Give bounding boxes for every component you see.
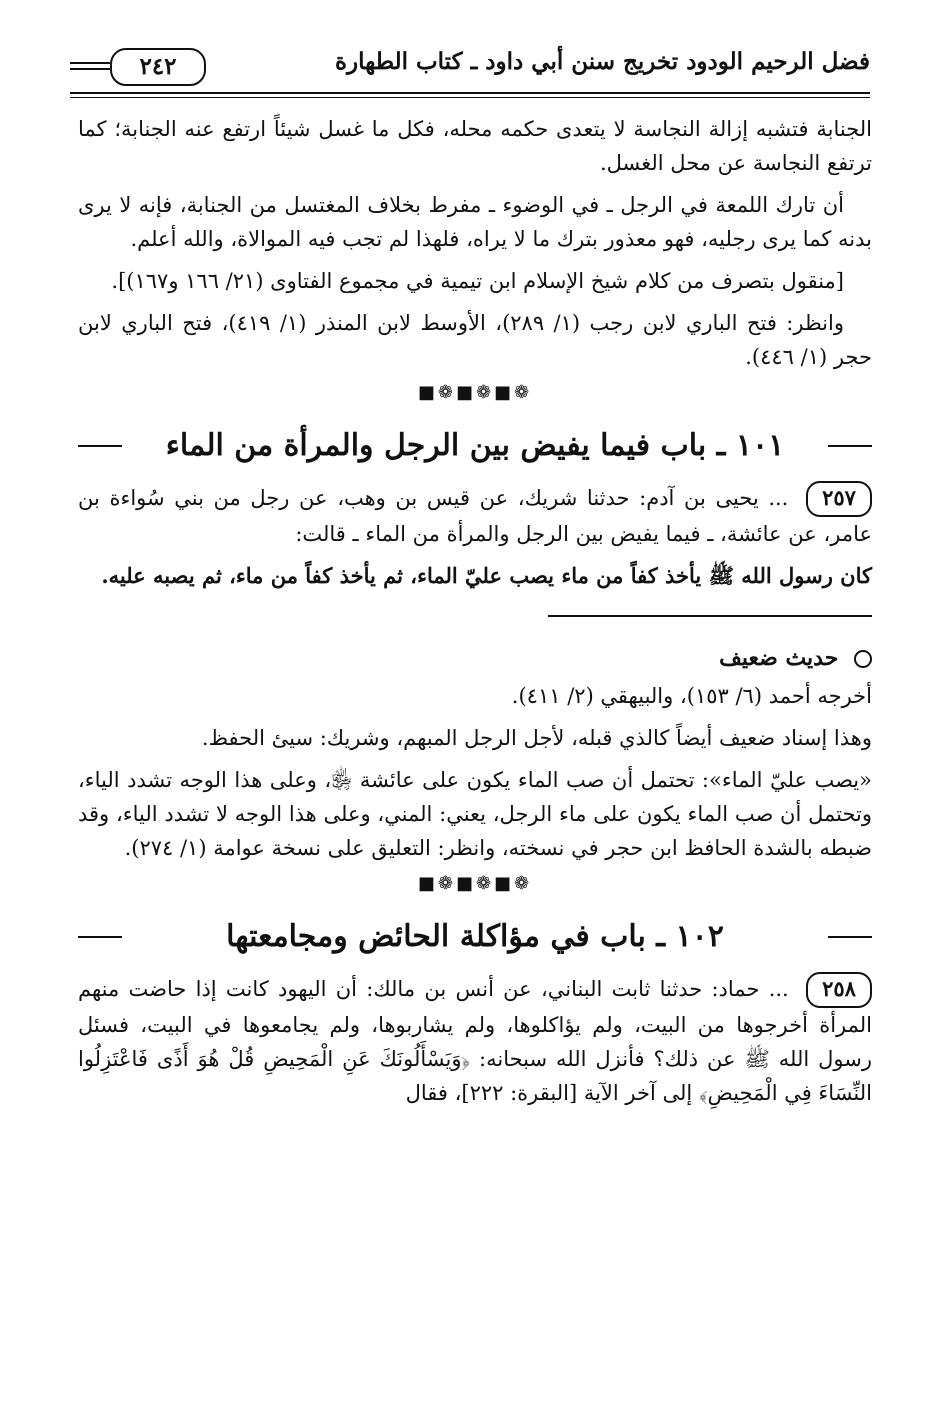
- hadith-grade: [78, 645, 872, 671]
- section-title: [78, 421, 872, 471]
- hadith-paragraph: [78, 972, 872, 1110]
- hadith-quote: كان رسول الله ﷺ يأخذ كفاً من ماء يصب عليّ الماء، ثم يأخذ كفاً من ماء، ثم يصبه عليه.: [101, 563, 872, 588]
- title-ornament-left: [78, 445, 122, 447]
- hadith-text: ... يحيى بن آدم: حدثنا شريك، عن قيس بن وهب، عن رجل من بني سُواءة بن عامر، عن عائشة، ـ فيما يفيض بين الرجل والمرأة من الماء ـ قالت:: [78, 486, 872, 546]
- title-ornament-left: [78, 936, 122, 938]
- page-number: ٢٤٢: [110, 48, 206, 86]
- title-ornament-right: [828, 936, 872, 938]
- hadith-number-badge: ٢٥٨: [806, 972, 872, 1008]
- header-rule: [70, 92, 870, 94]
- hadith-text: ... حماد: حدثنا ثابت البناني، عن أنس بن مالك: أن اليهود كانت إذا حاضت منهم المرأة أخرجوها من البيت، ولم يؤاكلوها، ولم يشاربوها، ولم يجامعوها في البيت، فسئل رسول الله ﷺ عن ذلك؟ فأنزل الله سبحانه: ﴿وَيَسْأَلُونَكَ عَنِ الْمَحِيضِ قُلْ هُوَ أَذًى فَاعْتَزِلُوا النِّسَاءَ فِي الْمَحِيضِ﴾ إلى آخر الآية [البقرة: ٢٢٢]، فقال: [78, 977, 872, 1105]
- grade-text: حديث ضعيف: [719, 645, 839, 671]
- header-rule-thin: [70, 97, 870, 98]
- intro-paragraph: الجنابة فتشبه إزالة النجاسة لا يتعدى حكمه محله، فكل ما غسل شيئاً ارتفع عنه الجنابة؛ كما ترتفع النجاسة عن محل الغسل.: [78, 117, 872, 175]
- running-title: فضل الرحيم الودود تخريج سنن أبي داود ـ كتاب الطهارة: [334, 48, 870, 75]
- page-number-rule-bottom: [70, 68, 110, 70]
- takhrij-note: «يصب عليّ الماء»: تحتمل أن صب الماء يكون على عائشة ﵂، وعلى هذا الوجه تشدد الياء، وتحتمل أن صب الماء يكون على ماء الرجل، يعني: المني، وعلى هذا الوجه لا تشدد الياء، وقد ضبطه بالشدة الحافظ ابن حجر في نسخته، وانظر: التعليق على نسخة عوامة (١/ ٢٧٤).: [78, 768, 872, 860]
- hadith-paragraph: [78, 481, 872, 551]
- page-number-rule-top: [70, 62, 110, 64]
- title-ornament-right: [828, 445, 872, 447]
- page-body: [78, 112, 872, 1118]
- takhrij-note: وهذا إسناد ضعيف أيضاً كالذي قبله، لأجل الرجل المبهم، وشريك: سيئ الحفظ.: [201, 726, 872, 750]
- intro-paragraph: أن تارك اللمعة في الرجل ـ في الوضوء ـ مفرط بخلاف المغتسل من الجنابة، فإنه لا يرى بدنه كما يرى رجليه، فهو معذور بترك ما لا يراه، فلهذا لم تجب فيه الموالاة، والله أعلم.: [78, 193, 872, 251]
- section-title-text: ١٠١ ـ باب فيما يفيض بين الرجل والمرأة من الماء: [165, 428, 785, 463]
- intro-paragraph: [منقول بتصرف من كلام شيخ الإسلام ابن تيمية في مجموع الفتاوى (٢١/ ١٦٦ و١٦٧)].: [111, 269, 844, 293]
- intro-paragraph: وانظر: فتح الباري لابن رجب (١/ ٢٨٩)، الأوسط لابن المنذر (١/ ٤١٩)، فتح الباري لابن حجر (١/ ٤٤٦).: [78, 311, 872, 369]
- page-header: [70, 42, 870, 96]
- section-title-text: ١٠٢ ـ باب في مؤاكلة الحائض ومجامعتها: [226, 919, 724, 954]
- grade-bullet-icon: [854, 650, 872, 668]
- hadith-number-badge: ٢٥٧: [806, 481, 872, 517]
- ornament-divider: ❁■❁■❁■: [417, 873, 533, 894]
- ornament-divider: ❁■❁■❁■: [417, 382, 533, 403]
- footnote-separator: [548, 615, 872, 617]
- takhrij-note: أخرجه أحمد (٦/ ١٥٣)، والبيهقي (٢/ ٤١١).: [511, 684, 872, 708]
- section-title: [78, 912, 872, 962]
